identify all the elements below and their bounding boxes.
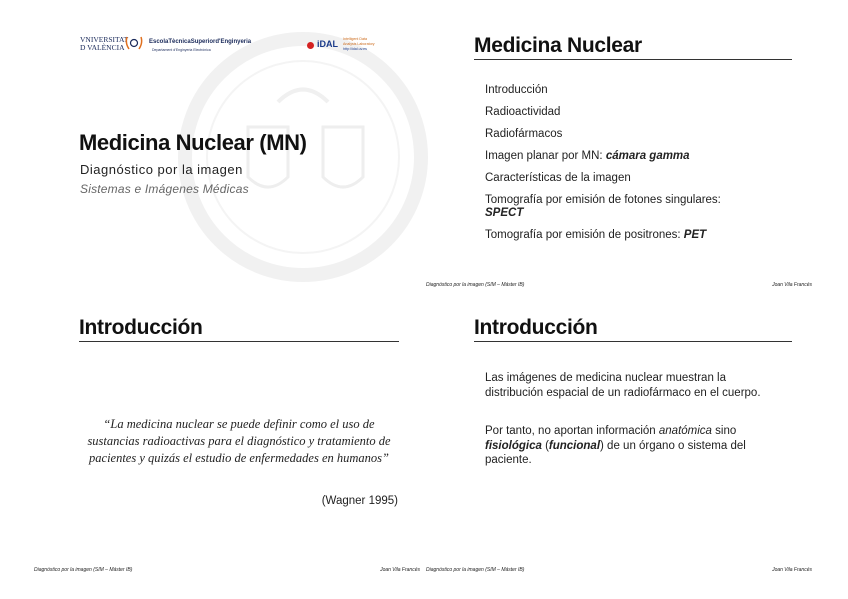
outline-item [485,106,785,119]
university-seal-watermark [178,32,428,282]
idal-logo-icon [307,42,314,49]
presentation-title: Medicina Nuclear (MN) [79,130,307,155]
paragraph-text: sino [711,425,737,437]
etse-logo-subtext: Departament d'Enginyeria Electrònica [152,48,211,52]
idal-sub-line1: Intelligent Data [343,37,367,41]
outline-item [485,194,785,220]
outline-item-text: Radiofármacos [485,128,563,140]
intro-paragraph-2 [485,424,780,468]
presentation-subtitle-secondary: Sistemas e Imágenes Médicas [80,182,249,196]
outline-item [485,84,785,97]
slide-footer-right: Joan Vila Francés [772,567,812,573]
slide-heading: Medicina Nuclear [474,34,792,60]
outline-item-emphasis: SPECT [485,207,524,219]
university-logo-line2: D VALÈNCIA [80,43,125,52]
outline-item-text: Introducción [485,84,548,96]
outline-item-text: Tomografía por emisión de fotones singulares: [485,194,721,206]
paragraph-text: ) de un órgano o sistema del paciente. [485,439,746,466]
paragraph-italic: anatómica [658,425,712,437]
outline-list [485,84,785,251]
paragraph-emphasis: funcional [548,439,601,452]
slide-footer-left: Diagnóstico por la imagen (SIM – Máster IB) [426,567,525,573]
outline-item-emphasis: cámara gamma [605,150,690,162]
paragraph-emphasis: fisiológica [485,439,542,452]
outline-item-text: Tomografía por emisión de positrones: [485,229,684,241]
outline-item-text: Radioactividad [485,106,561,118]
outline-item-emphasis: PET [683,229,707,241]
presentation-subtitle: Diagnóstico por la imagen [80,162,243,177]
outline-item [485,150,785,163]
slide-footer-left: Diagnóstico por la imagen (SIM – Máster IB) [426,282,525,288]
slide-outline [420,22,820,312]
outline-item [485,128,785,141]
slide-footer-right: Joan Vila Francés [380,567,420,573]
idal-logo-subtext [343,37,375,51]
paragraph-text: ( [541,439,549,452]
etse-logo-text: EscolaTècnicaSuperiord'Enginyeria [149,39,252,45]
slide-title-page [28,22,428,312]
slide-footer-left: Diagnóstico por la imagen (SIM – Máster IB) [34,567,133,573]
outline-item [485,172,785,185]
quote-citation: (Wagner 1995) [321,495,398,507]
idal-sub-line3: http://idal.uv.es [343,46,367,51]
university-logo-line1: VNIVERSITAT [80,35,129,44]
outline-item-text: Imagen planar por MN: [485,150,606,162]
slide-footer-right: Joan Vila Francés [772,282,812,288]
slide-heading: Introducción [474,316,792,342]
university-logo [80,36,128,52]
definition-quote: “La medicina nuclear se puede definir como el uso de sustancias radioactivas para el diagnóstico y tratamiento de pacientes y quizás el estudio de enfermedades en humanos” [87,417,391,465]
outline-item [485,229,785,242]
idal-logo-text: iDAL [317,39,338,49]
intro-paragraph-1: Las imágenes de medicina nuclear muestran la distribución espacial de un radiofármaco en el cuerpo. [485,372,761,399]
idal-sub-line2: Analysis Laboratory [343,41,375,46]
slide-introduction-text [420,304,820,594]
outline-item-text: Características de la imagen [485,172,631,184]
etse-emblem-icon [125,35,143,51]
slide-heading: Introducción [79,316,399,342]
slide-introduction-quote [28,304,428,594]
paragraph-text: Por tanto, no aportan información [485,425,659,437]
